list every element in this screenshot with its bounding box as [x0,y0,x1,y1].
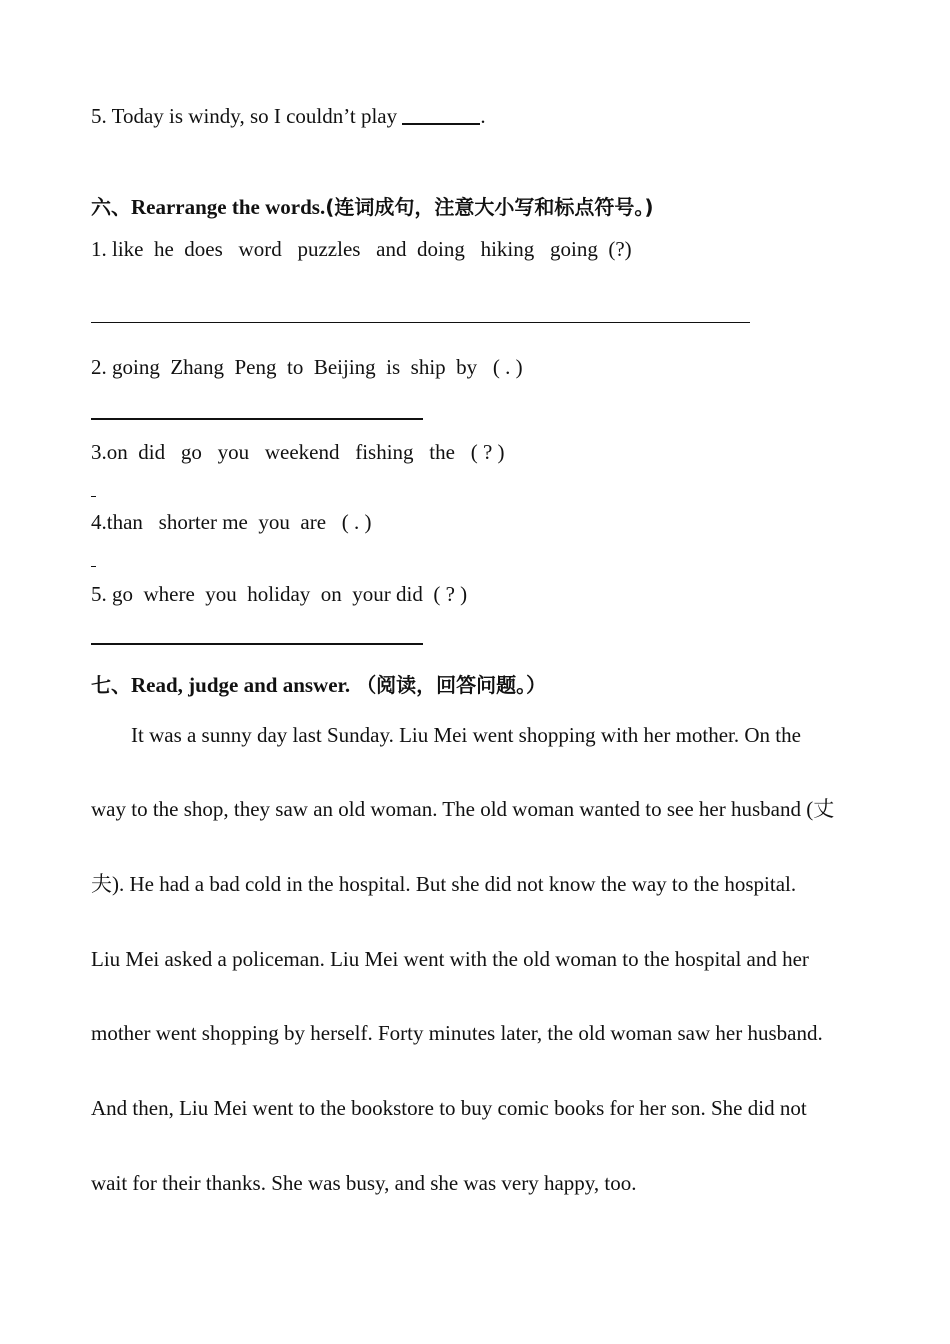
section-6-heading [91,193,654,221]
section-6-number: 六、 [91,195,131,219]
passage-line-7: wait for their thanks. She was busy, and she was very happy, too. [91,1171,637,1195]
fill-blank-question-5 [91,102,486,130]
question-5-period: . [480,104,486,128]
section-6-title-cn: (连词成句，注意大小写和标点符号。) [325,195,654,219]
section-6-title-en: Rearrange the words. [131,195,326,219]
answer-line-2[interactable] [91,418,423,420]
answer-line-4[interactable] [91,566,96,567]
answer-line-3[interactable] [91,496,96,497]
passage-line-1: It was a sunny day last Sunday. Liu Mei went shopping with her mother. On the [131,723,801,747]
rearrange-item-4: 4.than shorter me you are ( . ) [91,510,372,534]
question-5-text: 5. Today is windy, so I couldn’t play [91,104,403,128]
passage-line-2: way to the shop, they saw an old woman. The old woman wanted to see her husband (丈 [91,797,835,821]
passage-line-5: mother went shopping by herself. Forty minutes later, the old woman saw her husband. [91,1021,823,1045]
passage-line-4: Liu Mei asked a policeman. Liu Mei went with the old woman to the hospital and her [91,947,809,971]
passage-line-6: And then, Liu Mei went to the bookstore to buy comic books for her son. She did not [91,1096,807,1120]
section-7-number: 七、 [91,673,131,697]
rearrange-item-2: 2. going Zhang Peng to Beijing is ship by ( . ) [91,355,523,379]
rearrange-item-1: 1. like he does word puzzles and doing hiking going (?) [91,237,632,261]
answer-blank[interactable] [402,103,480,125]
section-7-heading [91,671,546,699]
answer-line-1[interactable] [91,322,750,323]
rearrange-item-3: 3.on did go you weekend fishing the ( ? ) [91,440,505,464]
section-7-title-en: Read, judge and answer. [131,673,351,697]
section-7-title-cn: （阅读，回答问题。） [356,673,547,697]
passage-line-3: 夫). He had a bad cold in the hospital. But she did not know the way to the hospital. [91,872,797,896]
answer-line-5[interactable] [91,643,423,645]
rearrange-item-5: 5. go where you holiday on your did ( ? ) [91,582,468,606]
